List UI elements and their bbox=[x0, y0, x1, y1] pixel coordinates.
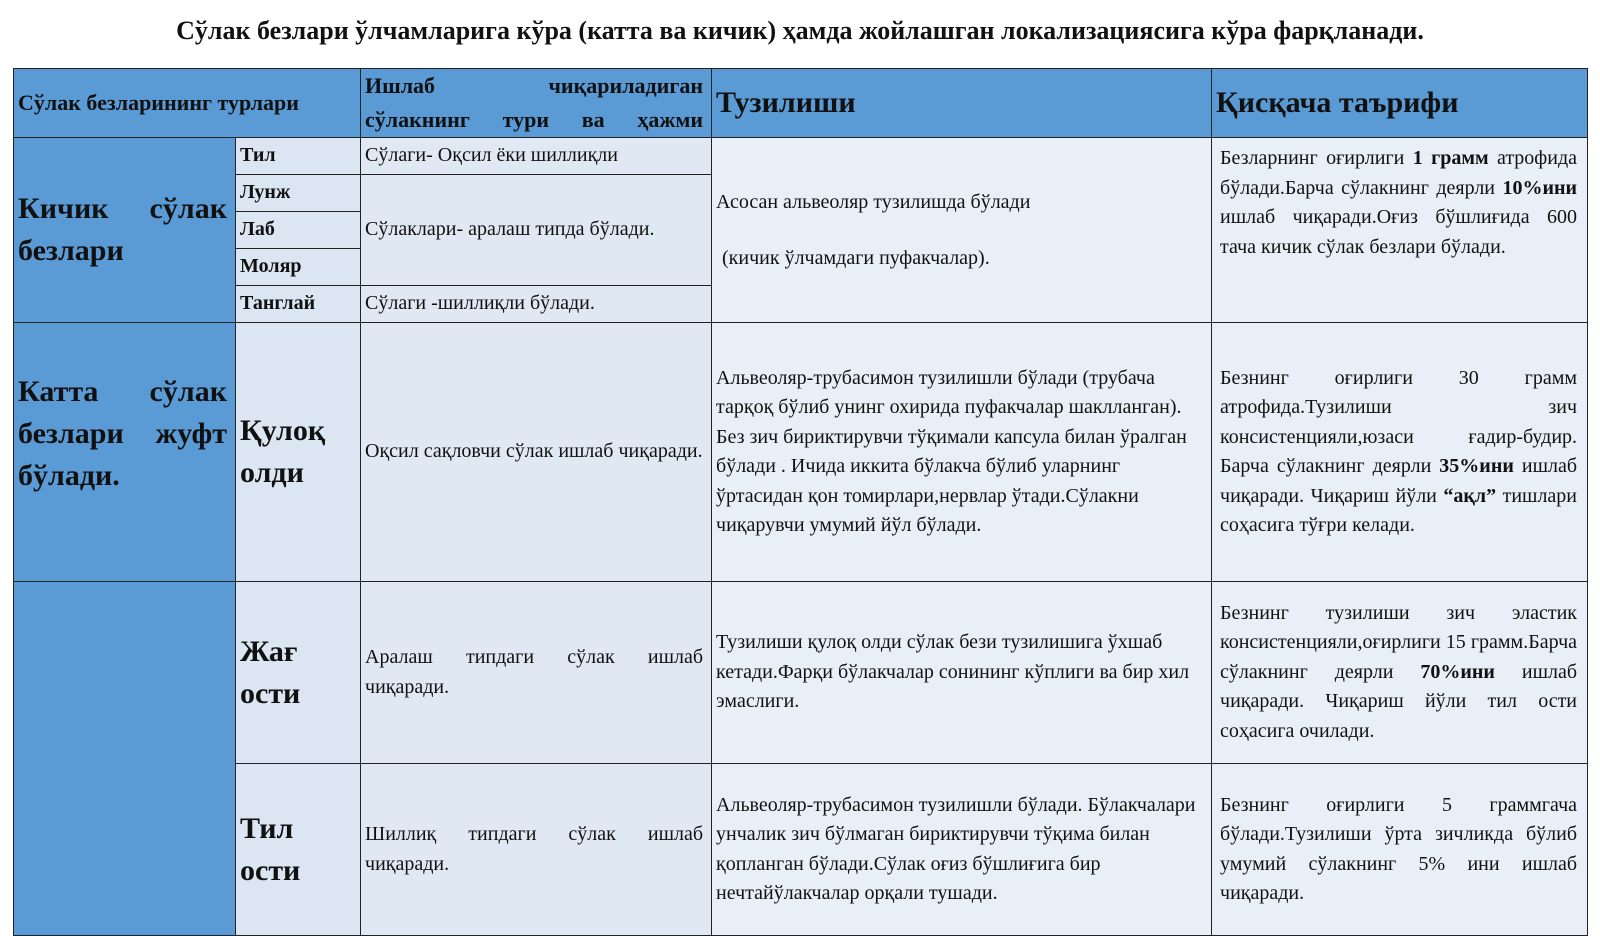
small-structure-line2: (кичик ўлчамдаги пуфакчалар). bbox=[722, 246, 990, 269]
table-row bbox=[14, 764, 1588, 936]
small-desc-c: атрофида бўлади.Барча сўлакнинг деярли bbox=[1220, 147, 1578, 199]
header-types: Сўлак безларининг турлари bbox=[14, 69, 361, 138]
sub-gland-lunzh: Лунж bbox=[236, 175, 361, 212]
structure-sublingual: Альвеоляр-трубасимон тузилишли бўлади. Бўлакчалари унчалик зич бўлмаган бириктирувчи тўқима билан қопланган бўлади.Сўлак оғиз бўшлиғига бир нечтайўлакчалар орқали тушади. bbox=[712, 764, 1212, 936]
structure-parotid: Альвеоляр-трубасимон тузилишли бўлади (трубача тарқоқ бўлиб унинг охирида пуфакчалар шаклланган). Без зич бириктирувчи тўқимали капсула билан ўралган бўлади . Ичида иккита бўлакча бўлиб уларнинг ўртасидан қон томирлари,нервлар ўтади.Сўлакни чиқарувчи умумий йўл бўлади. bbox=[712, 323, 1212, 582]
page-title: Сўлак безлари ўлчамларига кўра (катта ва кичик) ҳамда жойлашган локализациясига кўра фарқланади. bbox=[176, 16, 1424, 45]
sub-gland-tanglay: Танглай bbox=[236, 286, 361, 323]
sub-gland-lab: Лаб bbox=[236, 212, 361, 249]
sub-gland-sublingual: Тил ости bbox=[236, 764, 361, 936]
small-desc-e: ишлаб чиқаради.Оғиз бўшлиғида 600 тача кичик сўлак безлари бўлади. bbox=[1220, 206, 1578, 258]
description-parotid bbox=[1212, 323, 1588, 582]
large-glands-continuation bbox=[14, 582, 236, 936]
description-submandibular bbox=[1212, 582, 1588, 764]
product-mixed: Сўлаклари- аралаш типда бўлади. bbox=[361, 175, 712, 286]
product-submandibular: Аралаш типдаги сўлак ишлаб чиқаради. bbox=[361, 582, 712, 764]
product-til: Сўлаги- Оқсил ёки шиллиқли bbox=[361, 138, 712, 175]
table-header-row bbox=[14, 69, 1588, 138]
parotid-desc-d: “ақл” bbox=[1443, 484, 1497, 507]
header-product: Ишлаб чиқариладиган сўлакнинг тури ва ҳажми bbox=[361, 69, 712, 138]
sub-desc-b: 70%ини bbox=[1420, 660, 1495, 683]
table-row bbox=[14, 582, 1588, 764]
table-row bbox=[14, 323, 1588, 582]
product-parotid: Оқсил сақловчи сўлак ишлаб чиқаради. bbox=[361, 323, 712, 582]
large-glands-label-text: Катта сўлак безлари жуфт бўлади. bbox=[18, 375, 227, 492]
parotid-desc-c: ишлаб чиқаради. Чиқариш йўли bbox=[1220, 455, 1578, 507]
header-description: Қисқача таърифи bbox=[1212, 69, 1588, 138]
product-tanglay: Сўлаги -шиллиқли бўлади. bbox=[361, 286, 712, 323]
structure-submandibular: Тузилиши қулоқ олди сўлак бези тузилишига ўхшаб кетади.Фарқи бўлакчалар сонининг кўплиги ва бир хил эмаслиги. bbox=[712, 582, 1212, 764]
product-sublingual: Шиллиқ типдаги сўлак ишлаб чиқаради. bbox=[361, 764, 712, 936]
small-structure-line1: Асосан альвеоляр тузилишда бўлади bbox=[716, 191, 1031, 213]
parotid-desc-e: тишлари соҳасига тўғри келади. bbox=[1220, 484, 1578, 536]
small-glands-description bbox=[1212, 138, 1588, 323]
sub-desc-a: Безнинг тузилиши зич эластик консистенцияли,оғирлиги 15 грамм.Барча сўлакнинг деярли bbox=[1220, 601, 1578, 683]
sub-desc-c: ишлаб чиқаради. Чиқариш йўли тил ости соҳасига очилади. bbox=[1220, 660, 1578, 742]
sub-gland-submandibular: Жағ ости bbox=[236, 582, 361, 764]
parotid-desc-b: 35%ини bbox=[1439, 455, 1514, 477]
small-desc-d: 10%ини bbox=[1502, 176, 1578, 199]
table-row bbox=[14, 138, 1588, 175]
small-desc-a: Безларнинг оғирлиги bbox=[1220, 147, 1413, 169]
large-glands-label bbox=[14, 323, 236, 582]
small-desc-b: 1 грамм bbox=[1412, 147, 1489, 169]
salivary-glands-table bbox=[13, 68, 1588, 936]
sub-gland-molyar: Моляр bbox=[236, 249, 361, 286]
sub-gland-parotid: Қулоқ олди bbox=[236, 323, 361, 582]
header-structure: Тузилиши bbox=[712, 69, 1212, 138]
sub-gland-til: Тил bbox=[236, 138, 361, 175]
small-glands-label: Кичик сўлак безлари bbox=[14, 138, 236, 323]
description-sublingual: Безнинг оғирлиги 5 граммгача бўлади.Тузилиши ўрта зичликда бўлиб умумий сўлакнинг 5% ини ишлаб чиқаради. bbox=[1212, 764, 1588, 936]
parotid-desc-a: Безнинг оғирлиги 30 грамм атрофида.Тузилиши зич консистенцияли,юзаси ғадир-будир. Барча сўлакнинг деярли bbox=[1220, 366, 1578, 477]
small-glands-structure bbox=[712, 138, 1212, 323]
